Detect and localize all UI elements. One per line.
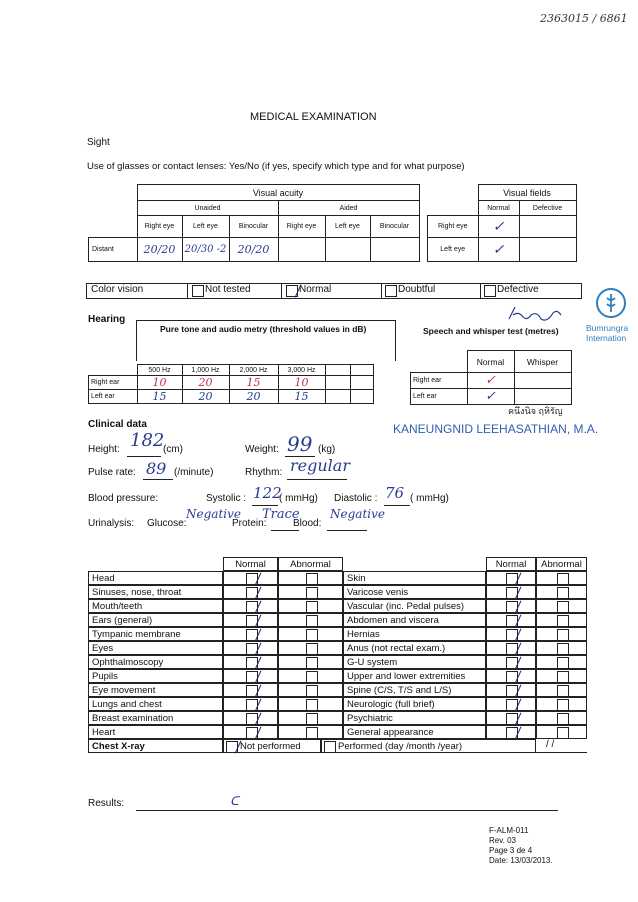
exam-cell: [536, 669, 587, 683]
normal-label: Normal: [299, 284, 332, 295]
weight-unit: (kg): [318, 444, 336, 455]
speech-left-check: ✓: [467, 389, 514, 405]
vf-right-eye: Right eye: [428, 216, 479, 238]
systolic-label: Systolic :: [206, 493, 247, 504]
diastolic-unit: ( mmHg): [410, 493, 449, 504]
logo-text-1: Bumrungra: [586, 323, 629, 333]
exam-item-left: Heart: [88, 725, 223, 739]
footer-rev: Rev. 03: [489, 836, 516, 845]
results-mark: ᑕ: [230, 794, 239, 808]
height-label: Height:: [88, 444, 120, 455]
abnormal-checkbox[interactable]: [557, 601, 569, 613]
exam-cell: [278, 697, 343, 711]
exam-cell: [536, 613, 587, 627]
visual-acuity-table: [88, 184, 420, 262]
abnormal-checkbox[interactable]: [306, 643, 318, 655]
abnormal-checkbox[interactable]: [557, 573, 569, 585]
left-normal-header: Normal: [223, 557, 278, 571]
rhythm-value: regular: [290, 456, 350, 475]
exam-item-left: Breast examination: [88, 711, 223, 725]
color-vision-row: [86, 283, 582, 299]
systolic-unit: ( mmHg): [279, 493, 318, 504]
abnormal-checkbox[interactable]: [557, 643, 569, 655]
normal-checkbox[interactable]: [506, 727, 518, 739]
reference-number: 2363015 / 6861: [540, 12, 628, 25]
visual-fields-title: Visual fields: [478, 185, 576, 201]
speech-right-check: ✓: [467, 373, 514, 389]
abnormal-checkbox[interactable]: [306, 573, 318, 585]
exam-cell: [486, 725, 536, 739]
exam-item-left: Sinuses, nose, throat: [88, 585, 223, 599]
blood-value: Negative: [330, 507, 385, 521]
speech-right-ear: Right ear: [411, 373, 468, 389]
right-normal-header: Normal: [486, 557, 536, 571]
exam-cell: [536, 711, 587, 725]
normal-checkbox[interactable]: [286, 285, 298, 297]
normal-checkbox[interactable]: [246, 727, 258, 739]
not-performed-checkbox[interactable]: [226, 741, 238, 753]
abnormal-checkbox[interactable]: [306, 713, 318, 725]
exam-cell: [536, 627, 587, 641]
rhythm-label: Rhythm:: [245, 467, 283, 478]
exam-item-right: Varicose venis: [343, 585, 486, 599]
performed-checkbox[interactable]: [324, 741, 336, 753]
exam-cell: [536, 683, 587, 697]
exam-item-left: Eye movement: [88, 683, 223, 697]
performed-date-line: [536, 752, 587, 753]
aided-right-eye: Right eye: [278, 216, 325, 238]
abnormal-checkbox[interactable]: [306, 615, 318, 627]
abnormal-checkbox[interactable]: [306, 657, 318, 669]
exam-cell: [536, 571, 587, 585]
defective-checkbox[interactable]: [484, 285, 496, 297]
left-abnormal-header: Abnormal: [278, 557, 343, 571]
pulse-unit: (/minute): [174, 467, 214, 478]
defective-label: Defective: [497, 284, 539, 295]
signature: [505, 303, 565, 327]
blood-label: Blood:: [293, 518, 322, 529]
freq-2000: 2,000 Hz: [229, 365, 278, 376]
right-3000-value: 10: [278, 376, 325, 390]
freq-1000: 1,000 Hz: [182, 365, 229, 376]
right-ear-label: Right ear: [89, 376, 138, 390]
vf-left-normal-check: ✓: [478, 238, 519, 262]
exam-item-right: Abdomen and viscera: [343, 613, 486, 627]
abnormal-checkbox[interactable]: [557, 727, 569, 739]
results-label: Results:: [88, 798, 125, 809]
exam-item-left: Ears (general): [88, 613, 223, 627]
systolic-value: 122: [253, 484, 282, 502]
exam-cell: [278, 655, 343, 669]
right-1000-value: 20: [182, 376, 229, 390]
exam-item-right: Hernias: [343, 627, 486, 641]
exam-item-left: Ophthalmoscopy: [88, 655, 223, 669]
pulse-label: Pulse rate:: [88, 467, 136, 478]
exam-item-left: Eyes: [88, 641, 223, 655]
exam-cell: [278, 669, 343, 683]
speech-title: Speech and whisper test (metres): [423, 326, 559, 336]
right-2000-value: 15: [229, 376, 278, 390]
chest-xray-label: Chest X-ray: [88, 739, 223, 753]
exam-item-left: Tympanic membrane: [88, 627, 223, 641]
performed-cell: [321, 739, 536, 753]
bp-label: Blood pressure:: [88, 493, 159, 504]
distant-label: Distant: [89, 238, 138, 262]
weight-value: 99: [287, 432, 313, 456]
exam-item-right: General appearance: [343, 725, 486, 739]
diastolic-label: Diastolic :: [334, 493, 378, 504]
visual-acuity-title: Visual acuity: [137, 185, 419, 201]
left-3000-value: 15: [278, 390, 325, 404]
freq-3000: 3,000 Hz: [278, 365, 325, 376]
glucose-label: Glucose:: [147, 518, 187, 529]
unaided-right-value: 20/20: [137, 238, 182, 262]
abnormal-checkbox[interactable]: [557, 629, 569, 641]
exam-cell: [536, 655, 587, 669]
aided-header: Aided: [278, 201, 419, 216]
doubtful-checkbox[interactable]: [385, 285, 397, 297]
exam-table: [88, 557, 587, 783]
height-unit: (cm): [163, 444, 183, 455]
vf-right-normal-check: ✓: [478, 216, 519, 238]
exam-cell: [278, 725, 343, 739]
logo-text-2: Internation: [586, 333, 627, 343]
doubtful-label: Doubtful: [398, 284, 436, 295]
exam-item-left: Head: [88, 571, 223, 585]
unaided-binocular: Binocular: [229, 216, 278, 238]
exam-cell: [278, 599, 343, 613]
audiometry-title: Pure tone and audio metry (threshold values in dB): [160, 324, 367, 334]
exam-item-right: Spine (C/S, T/S and L/S): [343, 683, 486, 697]
stamp-thai: คนึงนิจ ฤหิรัญ: [508, 406, 563, 416]
abnormal-checkbox[interactable]: [306, 587, 318, 599]
not-performed-label: Not performed: [240, 741, 301, 752]
exam-cell: [278, 627, 343, 641]
exam-item-left: Lungs and chest: [88, 697, 223, 711]
left-1000-value: 20: [182, 390, 229, 404]
vf-left-eye: Left eye: [428, 238, 479, 262]
footer-form: F-ALM-011: [489, 826, 529, 835]
left-2000-value: 20: [229, 390, 278, 404]
pulse-value: 89: [146, 459, 167, 478]
exam-cell: [278, 585, 343, 599]
date-separators: / /: [546, 739, 555, 750]
audiometry-table: [88, 364, 374, 404]
exam-cell: [278, 613, 343, 627]
exam-cell: [536, 585, 587, 599]
exam-cell: [278, 683, 343, 697]
visual-fields-table: [427, 184, 577, 262]
exam-cell: [536, 725, 587, 739]
exam-item-right: Psychiatric: [343, 711, 486, 725]
abnormal-checkbox[interactable]: [306, 671, 318, 683]
hearing-heading: Hearing: [88, 314, 126, 325]
unaided-left-value: 20/30 -2: [182, 238, 229, 262]
weight-label: Weight:: [245, 444, 279, 455]
abnormal-checkbox[interactable]: [306, 629, 318, 641]
abnormal-checkbox[interactable]: [557, 685, 569, 697]
exam-item-left: Pupils: [88, 669, 223, 683]
abnormal-checkbox[interactable]: [306, 727, 318, 739]
color-vision-label: Color vision: [91, 284, 144, 295]
abnormal-checkbox[interactable]: [306, 601, 318, 613]
exam-cell: [278, 571, 343, 585]
vf-defective-header: Defective: [519, 201, 576, 216]
hospital-logo-icon: [596, 288, 626, 318]
speech-left-ear: Left ear: [411, 389, 468, 405]
vf-normal-header: Normal: [478, 201, 519, 216]
right-500-value: 10: [137, 376, 182, 390]
unaided-binocular-value: 20/20: [229, 238, 278, 262]
abnormal-checkbox[interactable]: [306, 685, 318, 697]
height-value: 182: [130, 430, 165, 451]
footer-date: Date: 13/03/2013.: [489, 856, 553, 865]
speech-table: [410, 350, 572, 405]
unaided-header: Unaided: [137, 201, 278, 216]
aided-left-eye: Left eye: [325, 216, 370, 238]
aided-binocular: Binocular: [370, 216, 419, 238]
abnormal-checkbox[interactable]: [557, 657, 569, 669]
diastolic-value: 76: [385, 484, 405, 502]
abnormal-checkbox[interactable]: [557, 699, 569, 711]
exam-item-right: Skin: [343, 571, 486, 585]
exam-item-right: Vascular (inc. Pedal pulses): [343, 599, 486, 613]
exam-cell: [278, 711, 343, 725]
right-abnormal-header: Abnormal: [536, 557, 587, 571]
unaided-left-eye: Left eye: [182, 216, 229, 238]
stamp-name: KANEUNGNID LEEHASATHIAN, M.A.: [393, 422, 599, 436]
page-title: MEDICAL EXAMINATION: [250, 111, 377, 123]
freq-500: 500 Hz: [137, 365, 182, 376]
glucose-value: Negative: [186, 507, 241, 521]
abnormal-checkbox[interactable]: [557, 713, 569, 725]
speech-whisper-header: Whisper: [514, 351, 571, 373]
speech-normal-header: Normal: [467, 351, 514, 373]
abnormal-checkbox[interactable]: [557, 587, 569, 599]
sight-heading: Sight: [87, 137, 110, 148]
abnormal-checkbox[interactable]: [306, 699, 318, 711]
exam-cell: [536, 697, 587, 711]
protein-label: Protein:: [232, 518, 267, 529]
exam-cell: [536, 599, 587, 613]
exam-item-right: G-U system: [343, 655, 486, 669]
performed-label: Performed (day /month /year): [338, 741, 463, 752]
not-performed-cell: [223, 739, 321, 753]
exam-item-right: Neurologic (full brief): [343, 697, 486, 711]
abnormal-checkbox[interactable]: [557, 671, 569, 683]
footer-page: Page 3 de 4: [489, 846, 533, 855]
left-500-value: 15: [137, 390, 182, 404]
exam-cell: [278, 641, 343, 655]
not-tested-label: Not tested: [205, 284, 251, 295]
exam-item-right: Anus (not rectal exam.): [343, 641, 486, 655]
not-tested-checkbox[interactable]: [192, 285, 204, 297]
urinalysis-label: Urinalysis:: [88, 518, 135, 529]
exam-cell: [536, 641, 587, 655]
exam-item-left: Mouth/teeth: [88, 599, 223, 613]
unaided-right-eye: Right eye: [137, 216, 182, 238]
abnormal-checkbox[interactable]: [557, 615, 569, 627]
protein-value: Trace: [262, 507, 300, 522]
clinical-heading: Clinical data: [88, 419, 147, 430]
left-ear-label: Left ear: [89, 390, 138, 404]
exam-item-right: Upper and lower extremities: [343, 669, 486, 683]
audiometry-title-frame: [136, 320, 396, 361]
glasses-question: Use of glasses or contact lenses: Yes/No (if yes, specify which type and for what purpose): [87, 161, 465, 172]
